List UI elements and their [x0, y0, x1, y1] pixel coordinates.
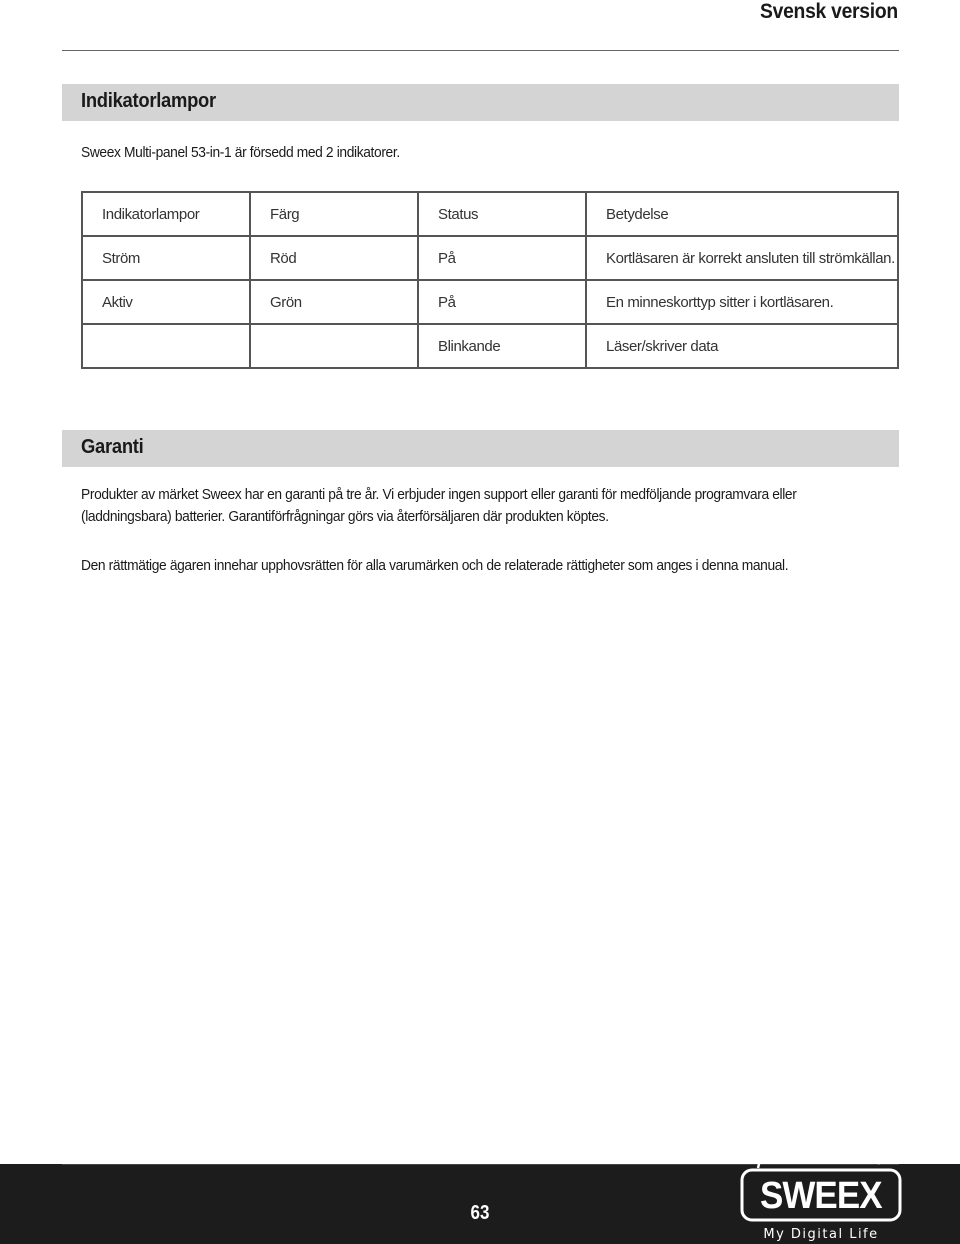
header-divider: [62, 50, 899, 51]
section-heading-garanti: Garanti: [81, 436, 144, 458]
table-cell: På: [418, 236, 586, 280]
header-title: Svensk version: [760, 0, 898, 23]
logo-wordmark: SWEEX: [759, 1173, 882, 1217]
table-header-cell: Status: [418, 192, 586, 236]
table-header-row: [82, 192, 898, 236]
table-cell: Blinkande: [418, 324, 586, 368]
page-footer: [0, 1164, 960, 1244]
copyright-text: Den rättmätige ägaren innehar upphovsrätten för alla varumärken och de relaterade rättigheter som anges i denna manual.: [81, 557, 789, 574]
page-number: 63: [470, 1202, 490, 1224]
table-cell: Grön: [250, 280, 418, 324]
table-cell: En minneskorttyp sitter i kortläsaren.: [586, 280, 898, 324]
table-header-cell: Betydelse: [586, 192, 898, 236]
table-cell: Kortläsaren är korrekt ansluten till strömkällan.: [586, 236, 898, 280]
section-heading-bar-indikatorlampor: [62, 84, 899, 121]
table-cell: [250, 324, 418, 368]
table-row: [82, 236, 898, 280]
sweex-logo: [738, 1146, 906, 1242]
table-cell: [82, 324, 250, 368]
table-cell: Röd: [250, 236, 418, 280]
logo-tagline: My Digital Life: [763, 1227, 879, 1242]
table-row: [82, 324, 898, 368]
table-header-cell: Färg: [250, 192, 418, 236]
warranty-text: Produkter av märket Sweex har en garanti på tre år. Vi erbjuder ingen support eller garanti för medföljande programvara eller (laddningsbara) batterier. Garantiförfrågningar görs via återförsäljaren där produkten köptes.: [81, 486, 797, 525]
table-header-cell: Indikatorlampor: [82, 192, 250, 236]
table-cell: Läser/skriver data: [586, 324, 898, 368]
table-row: [82, 280, 898, 324]
section-heading-bar-garanti: [62, 430, 899, 467]
table-cell: Ström: [82, 236, 250, 280]
table-cell: Aktiv: [82, 280, 250, 324]
table-cell: På: [418, 280, 586, 324]
indicator-table: [81, 191, 899, 369]
intro-text: Sweex Multi-panel 53-in-1 är försedd med 2 indikatorer.: [81, 144, 400, 161]
section-heading-indikatorlampor: Indikatorlampor: [81, 90, 216, 112]
